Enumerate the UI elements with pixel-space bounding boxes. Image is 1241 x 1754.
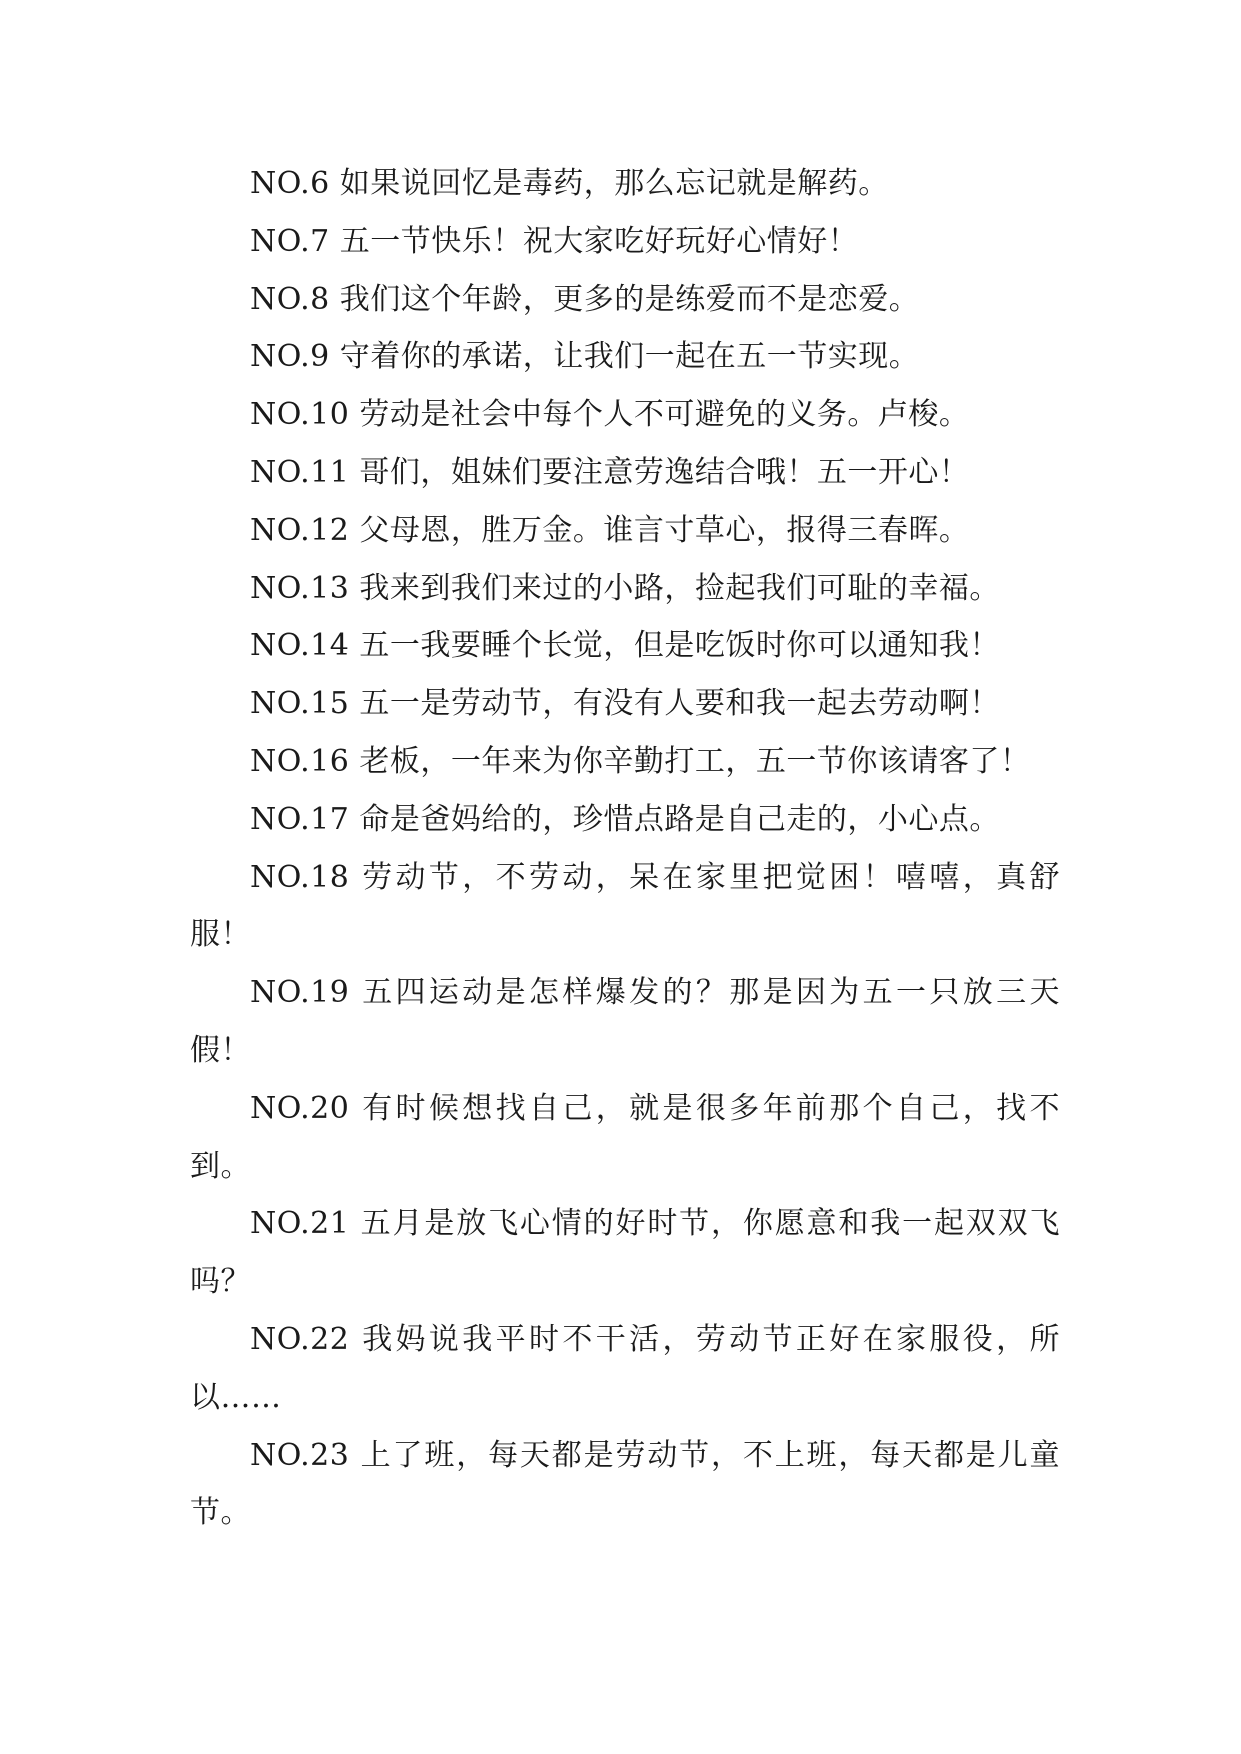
paragraph-no10: NO.10 劳动是社会中每个人不可避免的义务。卢梭。 (250, 397, 970, 433)
paragraph-no16: NO.16 老板，一年来为你辛勤打工，五一节你该请客了！ (250, 743, 1031, 779)
paragraph-no9: NO.9 守着你的承诺，让我们一起在五一节实现。 (250, 339, 920, 375)
paragraph-no6: NO.6 如果说回忆是毒药，那么忘记就是解药。 (250, 166, 889, 201)
paragraph-no21: NO.21 五月是放飞心情的好时节，你愿意和我一起双双飞吗？ (190, 1206, 1060, 1300)
paragraph-no13: NO.13 我来到我们来过的小路，捡起我们可耻的幸福。 (250, 570, 1000, 606)
paragraph-no11: NO.11 哥们，姐妹们要注意劳逸结合哦！五一开心！ (250, 454, 970, 490)
document-body (190, 155, 1060, 1542)
paragraph-no23: NO.23 上了班，每天都是劳动节，不上班，每天都是儿童节。 (190, 1437, 1060, 1531)
paragraph-no17: NO.17 命是爸妈给的，珍惜点路是自己走的，小心点。 (250, 801, 1000, 837)
paragraph-no18: NO.18 劳动节，不劳动，呆在家里把觉困！嘻嘻，真舒服！ (190, 859, 1060, 953)
paragraph-no7: NO.7 五一节快乐！祝大家吃好玩好心情好！ (250, 223, 859, 259)
paragraph-no22: NO.22 我妈说我平时不干活，劳动节正好在家服役，所以…… (190, 1321, 1060, 1415)
paragraph-no8: NO.8 我们这个年龄，更多的是练爱而不是恋爱。 (250, 281, 920, 317)
paragraph-no12: NO.12 父母恩，胜万金。谁言寸草心，报得三春晖。 (250, 512, 970, 548)
paragraph-no19: NO.19 五四运动是怎样爆发的？那是因为五一只放三天假！ (190, 975, 1060, 1068)
paragraph-no15: NO.15 五一是劳动节，有没有人要和我一起去劳动啊！ (250, 686, 1000, 722)
paragraph-no20: NO.20 有时候想找自己，就是很多年前那个自己，找不到。 (190, 1090, 1060, 1184)
paragraph-no14: NO.14 五一我要睡个长觉，但是吃饭时你可以通知我！ (250, 628, 1000, 664)
